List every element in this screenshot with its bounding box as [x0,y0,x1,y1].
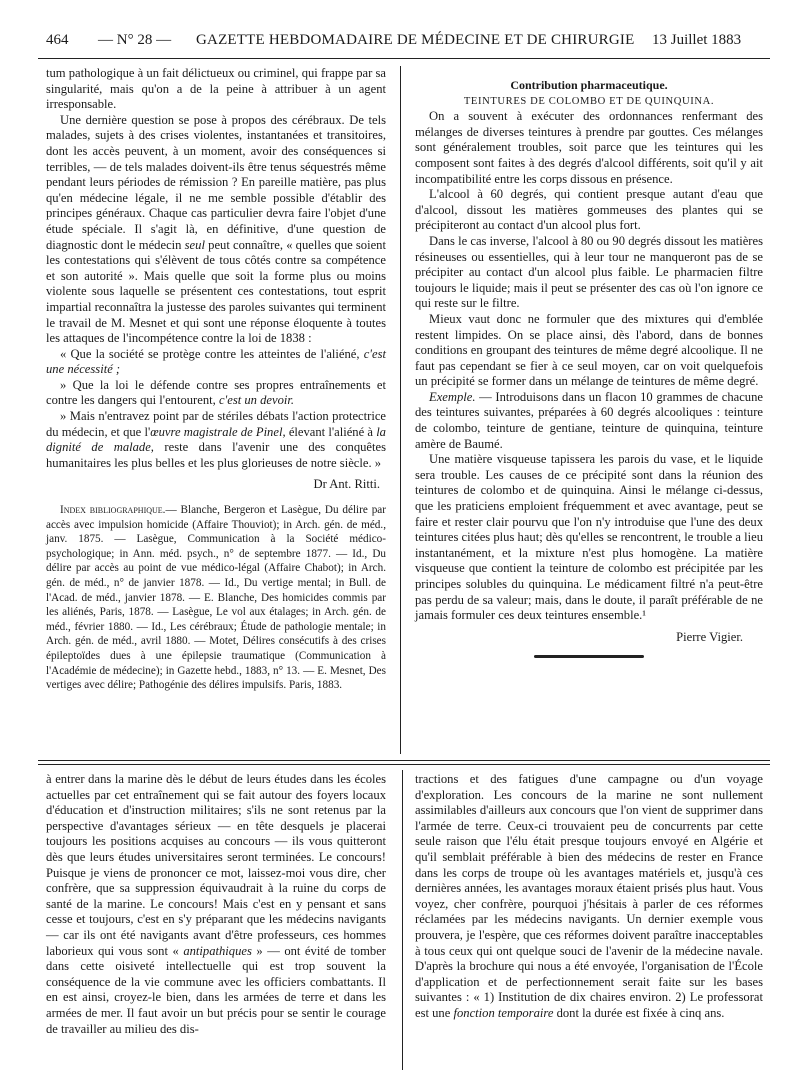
ornamental-rule [534,655,644,658]
quote-2: » Que la loi le défende contre ses propres entraînements et contre les dangers qui l'entourent, c'est un devoir. [46,377,386,408]
right-paragraph-2: L'alcool à 60 degrés, qui contient presque autant d'eau que d'alcool, dissout les matières gommeuses des plantes qui se précipiteront au contact d'un alcool plus fort. [415,187,763,233]
bottom-right-column [415,772,763,1022]
signature-vigier: Pierre Vigier. [676,629,743,644]
left-column [46,66,386,693]
bibliographic-index: Index bibliographique.— Blanche, Bergeron et Lasègue, Du délire par accès avec impulsion homicide (Affaire Thouviot); in Arch. gén. de méd., janv. 1875. — Lasègue, Communication à la Société médico-psychologique; in Ann. méd. psych., n° de septembre 1877. — Id., Du délire par accès au point de vue médico-légal (Affaire Chabot); in Arch. gén. de méd., n° de janvier 1878. — Id., Du vertige mental; in Bull. de l'Acad. de méd., janvier 1878. — E. Blanche, Des homicides commis par les aliénés, Paris, 1878. — Lasègue, Le vol aux étalages; in Arch. gén. de méd., février 1880. — Id., Les cérébraux; Étude de pathologie mentale; in Arch. gén. de méd., avril 1880. — Motet, Délires consécutifs à des crises épileptoïdes dues à une épilepsie traumatique (Communication à l'Académie de médecine); in Gazette hebd., 1883, n° 13. — E. Mesnet, Des vertiges avec délire; Pathogénie des délires impulsifs. Paris, 1883. [46,504,386,692]
right-paragraph-6: Une matière visqueuse tapissera les parois du vase, et le liquide sera trouble. Les causes de ce précipité sont dans la réunion des teintures de colombo et de quinquina. Ainsi le mélange ci-dessus, que les praticiens emploient fréquemment et avec avantage, peut se faire et rester clair pourvu que l'on n'y introduise que l'une des deux teintures citées plus haut; dès qu'elles se rencontrent, le trouble a lieu instantanément, et la mixture n'est plus homogène. La matière visqueuse que contient la teinture de colombo est précipitée par les principes solubles du quinquina. Le médicament filtré n'a peut-être pas perdu de sa valeur; mais, dans le doute, il paraît préférable de ne jamais formuler ces deux teintures ensemble.¹ [415,452,763,623]
column-divider-upper [400,66,401,754]
issue-number: — N° 28 — [98,32,172,48]
issue-date: 13 Juillet 1883 [652,32,742,48]
right-paragraph-5: Exemple. — Introduisons dans un flacon 10 grammes de chacune des teintures suivantes, préparées à 60 degrés alcooliques : teinture de colombo, teinture de gentiane, teinture de quinquina, teinture amère de Baumé. [415,389,763,451]
section-separator-1 [38,760,770,761]
left-paragraph-1: tum pathologique à un fait délictueux ou criminel, qui frappe par sa singularité, mais qu'on a de la peine à attribuer à un agent irresponsable. [46,66,386,112]
right-paragraph-4: Mieux vaut donc ne formuler que des mixtures qui d'emblée restent limpides. On se place ainsi, dès l'abord, dans de bonnes conditions en groupant des teintures de même degré alcoolique. Il ne faut pas cependant se fier à ce seul moyen, car on voit quelquefois un précipité se former dans un mélange de teintures de même degré. [415,311,763,389]
journal-title: GAZETTE HEBDOMADAIRE DE MÉDECINE ET DE CHIRURGIE [196,32,635,48]
running-header [0,32,800,54]
page-number: 464 [46,32,69,48]
column-divider-lower [402,770,403,1070]
signature-ritti: Dr Ant. Ritti. [313,477,380,492]
quote-3: » Mais n'entravez point par de stériles débats l'action protectrice du médecin, et que l'œuvre magistrale de Pinel, élevant l'aliéné à la dignité de malade, reste dans l'avenir une des conquêtes humanitaires les plus belles et les plus glorieuses de notre siècle. » [46,409,386,470]
right-column [415,78,763,658]
section-separator-2 [38,764,770,765]
right-paragraph-1: On a souvent à exécuter des ordonnances renfermant des mélanges de diverses teintures à prendre par gouttes. Ces mélanges sont généralement troubles, soit parce que les teintures qui les composent sont faites à des degrés d'alcool différents, soit qu'il y ait incompatibilité entre les corps dissous en présence. [415,109,763,186]
right-paragraph-3: Dans le cas inverse, l'alcool à 80 ou 90 degrés dissout les matières résineuses ou essentielles, qui à leur tour ne manqueront pas de se précipiter au contact d'un alcool plus faible. Le pharmacien filtre toujours le liquide; mais il peut se présenter des cas où l'on ignore ce qui reste sur le filtre. [415,233,763,311]
section-title: Contribution pharmaceutique. [510,78,668,92]
bottom-left-column [46,772,386,1037]
bottom-right-text: tractions et des fatigues d'une campagne ou d'un voyage d'exploration. Les concours de la marine ne sont nullement assimilables d'ailleurs aux concours que l'on vient de supprimer dans l'armée de terre. Ceux-ci trouvaient peu de concurrents par cette seule raison que l'élu était presque toujours envoyé en Algérie et qu'il semblait préférable à bien des médecins de rester en France dans les corps de troupe où les avantages matériels et, jusqu'à ces dernières années, les avantages moraux étaient prisés plus haut. Vous voyez, cher confrère, pourquoi j'hésitais à parler de ces réformes réclamées par les médecins navigants. Un dernier exemple vous prouvera, je l'espère, que ces réformes doivent paraître inacceptables à tous ceux qui ont quelque souci de l'avenir de la médecine navale. D'après la brochure qui nous a été envoyée, l'organisation de l'École d'application et de perfectionnement serait faite sur les bases suivantes : « 1) Institution de dix chaires environ. 2) Le professorat est une fonction temporaire dont la durée est fixée à cinq ans. [415,772,763,1020]
left-paragraph-2: Une dernière question se pose à propos des cérébraux. De tels malades, sujets à des crises violentes, instantanées et transitoires, dont les accès peuvent, à un moment, avoir des conséquences si terribles, — de tels malades doivent-ils être tenus séquestrés même pendant leurs périodes de rémission ? En pareille matière, pas plus qu'en médecine légale, il ne me semble possible d'établir des principes généraux. Chaque cas particulier devra faire l'objet d'une étude spéciale. Il s'agit là, en définitive, d'une question de diagnostic dont le médecin seul peut connaître, « quelles que soient les contestations qui s'élèvent de tous côtés contre sa compétence et son autorité ». Mais quelle que soit la forme plus ou moins violente sous laquelle se présentent ces contestations, tout esprit impartial reconnaîtra la justesse des paroles suivantes qui terminent le travail de M. Mesnet et qui sont une réponse éloquente à toutes les attaques de l'incompétence contre la loi de 1838 : [46,112,386,346]
quote-1: « Que la société se protège contre les atteintes de l'aliéné, c'est une nécessité ; [46,346,386,377]
bottom-left-text: à entrer dans la marine dès le début de leurs études dans les écoles actuelles par cet entraînement qui se fait autour des foyers locaux d'éducation et d'instruction militaires; s'ils ne sont retenus par la perspective d'avantages sérieux — en tête desquels je placerai toujours les positions acquises au concours — ils vous quitteront dès que leurs études universitaires seront terminées. Le concours! Puisque je viens de prononcer ce mot, laissez-moi vous dire, cher confrère, que sa suppression équivaudrait à la ruine du corps de santé de la marine. Le concours! Mais c'est en y pensant et sans cesse et toujours, c'est en s'y préparant que les médecins navigants — car ils ont été navigants avant d'être professeurs, ces hommes laborieux qui vous sont « antipathiques » — ont évité de tomber dans cette oisiveté intellectuelle qui est trop souvent la conséquence de la vie commune avec les officiers combattants. Il en est ainsi, croyez-le bien, dans les armées de terre et dans les armées de mer. Il faut avoir un but précis pour se sentir le courage de travailler au milieu des dis- [46,772,386,1036]
section-subtitle: TEINTURES DE COLOMBO ET DE QUINQUINA. [463,95,715,107]
header-rule [38,58,770,59]
